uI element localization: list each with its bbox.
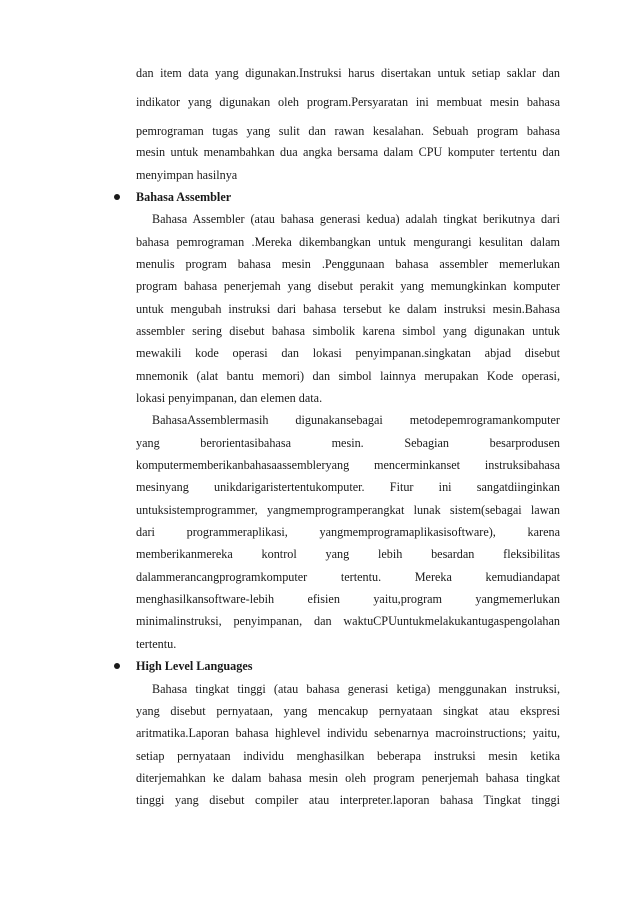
paragraph-line: indikator yang digunakan oleh program.Persyaratan ini membuat mesin bahasa xyxy=(136,95,560,109)
paragraph-line: pemrograman tugas yang sulit dan rawan kesalahan. Sebuah program bahasa xyxy=(136,124,560,138)
bullet-icon xyxy=(114,663,120,669)
paragraph-line: program bahasa penerjemah yang disebut perakit yang memungkinkan komputer xyxy=(136,279,560,293)
paragraph-line: tertentu. xyxy=(136,637,177,651)
paragraph-line: lokasi penyimpanan, dan elemen data. xyxy=(136,391,323,405)
paragraph-line: diterjemahkan ke dalam bahasa mesin oleh program penerjemah bahasa tingkat xyxy=(136,771,560,785)
paragraph-line: aritmatika.Laporan bahasa highlevel individu sebenarnya macroinstructions; yaitu, xyxy=(136,726,560,740)
bullet-icon xyxy=(114,194,120,200)
paragraph-line: menghasilkansoftware-lebih efisien yaitu,program yangmemerlukan xyxy=(136,592,560,606)
paragraph-line: mewakili kode operasi dan lokasi penyimpanan.singkatan abjad disebut xyxy=(136,346,560,360)
paragraph-line: komputermemberikanbahasaassembleryang mencerminkanset instruksibahasa xyxy=(136,458,560,472)
paragraph-line: untuksistemprogrammer, yangmemprogramperangkat lunak sistem(sebagai lawan xyxy=(136,503,560,517)
paragraph-line: setiap pernyataan individu menghasilkan beberapa instruksi mesin ketika xyxy=(136,749,560,763)
paragraph-line: bahasa pemrograman .Mereka dikembangkan untuk mengurangi kesulitan dalam xyxy=(136,235,560,249)
paragraph-line: minimalinstruksi, penyimpanan, dan waktuCPUuntukmelakukantugaspengolahan xyxy=(136,614,560,628)
paragraph-line: yang disebut pernyataan, yang mencakup pernyataan singkat atau ekspresi xyxy=(136,704,560,718)
paragraph-line: mesinyang unikdarigaristertentukomputer. Fitur ini sangatdiinginkan xyxy=(136,480,560,494)
paragraph-line: Bahasa Assembler (atau bahasa generasi kedua) adalah tingkat berikutnya dari xyxy=(152,212,560,226)
paragraph-line: untuk mengubah instruksi dari bahasa tersebut ke dalam instruksi mesin.Bahasa xyxy=(136,302,560,316)
paragraph-line: yang berorientasibahasa mesin. Sebagian besarprodusen xyxy=(136,436,560,450)
paragraph-line: Bahasa tingkat tinggi (atau bahasa generasi ketiga) menggunakan instruksi, xyxy=(152,682,560,696)
paragraph-line: menulis program bahasa mesin .Penggunaan bahasa assembler memerlukan xyxy=(136,257,560,271)
paragraph-line: menyimpan hasilnya xyxy=(136,168,238,182)
section-heading-high-level: High Level Languages xyxy=(136,659,253,673)
paragraph-line: mnemonik (alat bantu memori) dan simbol lainnya merupakan Kode operasi, xyxy=(136,369,560,383)
paragraph-line: dalammerancangprogramkomputer tertentu. Mereka kemudiandapat xyxy=(136,570,560,584)
paragraph-line: dari programmeraplikasi, yangmemprogramaplikasisoftware), karena xyxy=(136,525,560,539)
paragraph-line: tinggi yang disebut compiler atau interpreter.laporan bahasa Tingkat tinggi xyxy=(136,793,560,807)
paragraph-line: dan item data yang digunakan.Instruksi harus disertakan untuk setiap saklar dan xyxy=(136,66,560,80)
paragraph-line: memberikanmereka kontrol yang lebih besardan fleksibilitas xyxy=(136,547,560,561)
paragraph-line: mesin untuk menambahkan dua angka bersama dalam CPU komputer tertentu dan xyxy=(136,145,560,159)
paragraph-line: BahasaAssemblermasih digunakansebagai metodepemrogramankomputer xyxy=(152,413,560,427)
section-heading-assembler: Bahasa Assembler xyxy=(136,190,232,204)
paragraph-line: assembler sering disebut bahasa simbolik karena simbol yang digunakan untuk xyxy=(136,324,560,338)
